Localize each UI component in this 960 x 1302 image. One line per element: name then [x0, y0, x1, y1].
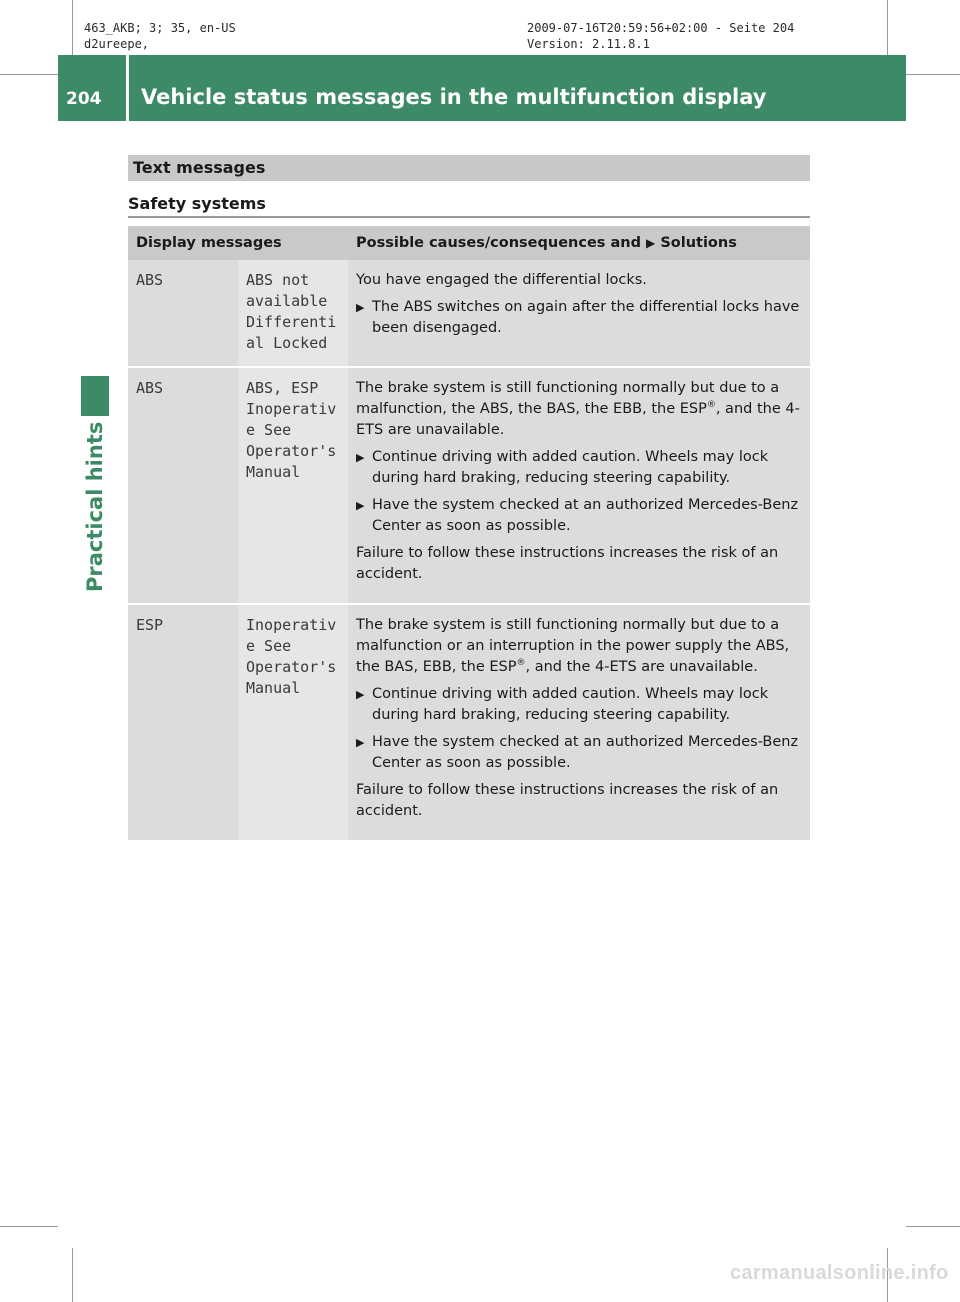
cause-text: You have engaged the differential locks.	[356, 272, 647, 288]
registered-mark: ®	[706, 400, 716, 411]
cause-text-end: , and the 4-ETS are unavailable.	[525, 659, 758, 675]
chapter-tab-label: Practical hints	[83, 421, 107, 592]
subsection-title: Safety systems	[128, 194, 266, 213]
warning-text: Failure to follow these instructions increases the risk of an accident.	[356, 782, 779, 819]
crop-mark	[906, 74, 960, 75]
display-message: ABS, ESP Inoperativ e See Operator's Manual	[246, 379, 337, 481]
column-header-solutions: Solutions	[660, 235, 737, 251]
solution-text: The ABS switches on again after the differential locks have been disengaged.	[372, 299, 800, 336]
solution-item	[356, 297, 804, 339]
play-arrow-icon: ▶	[646, 236, 656, 250]
action-arrow-icon: ▶	[356, 736, 365, 749]
column-header-causes-solutions	[348, 226, 810, 260]
solution-text: Have the system checked at an authorized Mercedes-Benz Center as soon as possible.	[372, 497, 799, 534]
display-symbol: ESP	[136, 616, 164, 634]
table-row	[128, 260, 810, 367]
crop-mark	[72, 0, 73, 60]
crop-mark	[887, 0, 888, 60]
crop-mark	[906, 1226, 960, 1227]
solution-item	[356, 684, 804, 726]
action-arrow-icon: ▶	[356, 451, 365, 464]
messages-table	[128, 226, 810, 842]
page-header-bar	[58, 55, 906, 121]
table-row	[128, 604, 810, 841]
watermark-text: carmanualsonline.info	[730, 1262, 949, 1284]
solution-item	[356, 447, 804, 489]
display-symbol: ABS	[136, 271, 164, 289]
print-meta-left-line2: d2ureepe,	[84, 37, 150, 51]
table-row	[128, 367, 810, 604]
action-arrow-icon: ▶	[356, 499, 365, 512]
table-header-row	[128, 226, 810, 260]
solution-item	[356, 495, 804, 537]
action-arrow-icon: ▶	[356, 301, 365, 314]
solution-text: Have the system checked at an authorized Mercedes-Benz Center as soon as possible.	[372, 734, 799, 771]
print-meta-right-line2: Version: 2.11.8.1	[527, 37, 650, 51]
print-meta-right	[527, 20, 794, 52]
display-message: ABS not available Differenti al Locked	[246, 271, 337, 352]
crop-mark	[0, 74, 58, 75]
section-title: Text messages	[133, 158, 266, 177]
cause-text	[356, 615, 804, 678]
solution-text: Continue driving with added caution. Wheels may lock during hard braking, reducing steering capability.	[372, 449, 769, 486]
column-header-display-messages: Display messages	[128, 226, 348, 260]
page-number: 204	[66, 89, 102, 109]
cause-text-end: , and the 4-ETS are unavailable.	[356, 401, 800, 438]
header-separator	[126, 55, 129, 121]
solution-item	[356, 732, 804, 774]
action-arrow-icon: ▶	[356, 688, 365, 701]
page-title: Vehicle status messages in the multifunction display	[141, 85, 767, 109]
display-symbol: ABS	[136, 379, 164, 397]
print-meta-left	[84, 20, 236, 52]
display-message: Inoperativ e See Operator's Manual	[246, 616, 337, 697]
column-header-causes: Possible causes/consequences and	[356, 235, 641, 251]
warning-text: Failure to follow these instructions increases the risk of an accident.	[356, 545, 779, 582]
solution-text: Continue driving with added caution. Wheels may lock during hard braking, reducing steering capability.	[372, 686, 769, 723]
registered-mark: ®	[516, 658, 526, 669]
print-meta-left-line1: 463_AKB; 3; 35, en-US	[84, 21, 236, 35]
print-meta-right-line1: 2009-07-16T20:59:56+02:00 - Seite 204	[527, 21, 795, 35]
cause-text-start: The brake system is still functioning normally but due to a malfunction or an interruption in the power supply the ABS, the BAS, EBB, the ESP	[356, 617, 790, 675]
crop-mark	[0, 1226, 58, 1227]
section-heading-bar	[128, 155, 810, 181]
crop-mark	[72, 1248, 73, 1302]
cause-text	[356, 378, 804, 441]
cause-text-start: The brake system is still functioning normally but due to a malfunction, the ABS, the BAS, the EBB, the ESP	[356, 380, 780, 417]
subsection-divider	[128, 216, 810, 218]
